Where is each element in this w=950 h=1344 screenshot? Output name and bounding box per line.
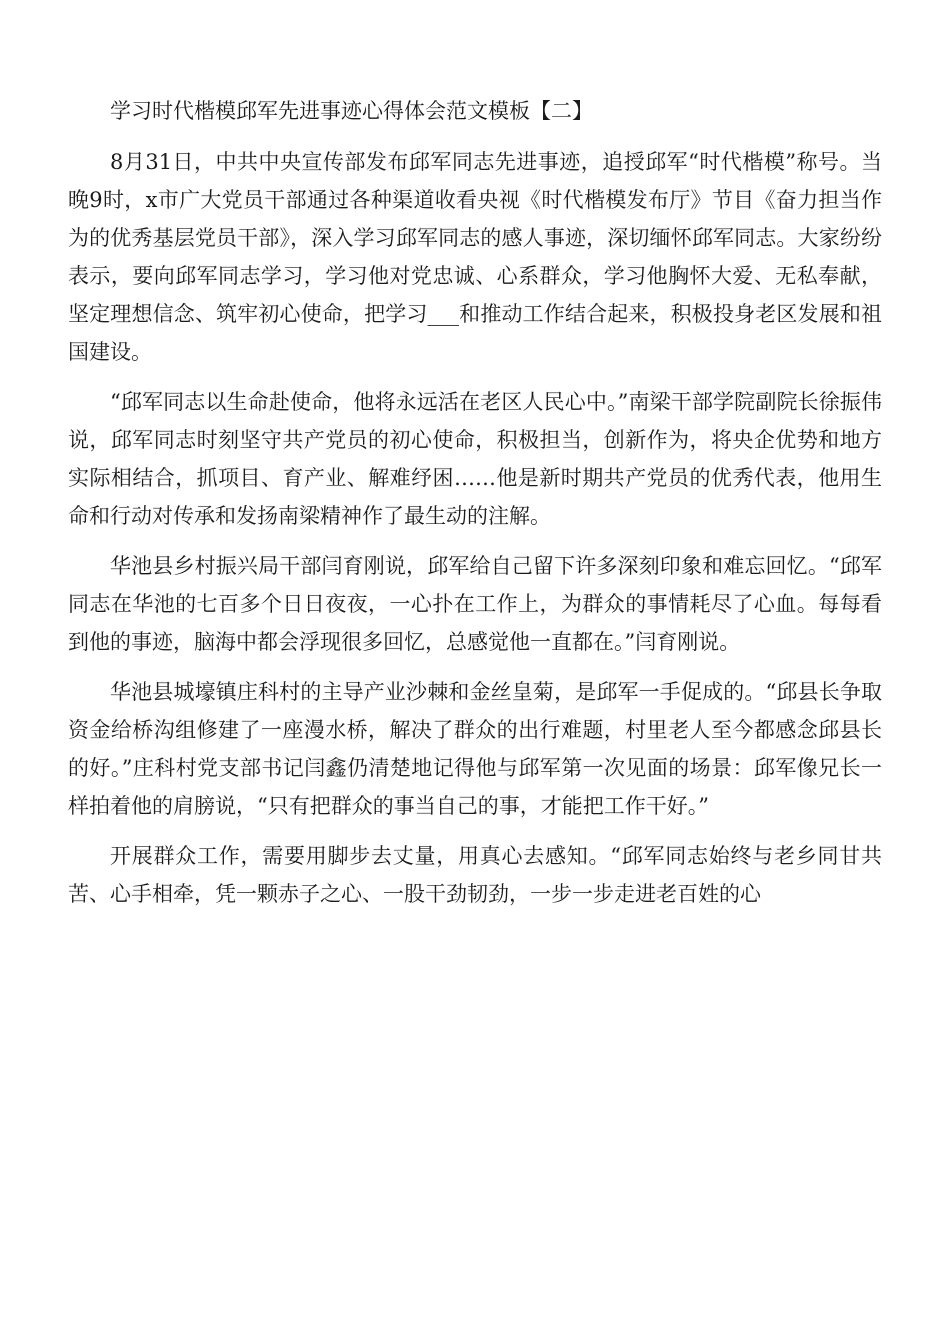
- paragraph-1: 8月31日，中共中央宣传部发布邱军同志先进事迹，追授邱军“时代楷模”称号。当晚9时，x市广大党员干部通过各种渠道收看央视《时代楷模发布厅》节目《奋力担当作为的优秀基层党员干部》，深入学习邱军同志的感人事迹，深切缅怀邱军同志。大家纷纷表示，要向邱军同志学习，学习他对党忠诚、心系群众，学习他胸怀大爱、无私奉献，坚定理想信念、筑牢初心使命，把学习___和推动工作结合起来，积极投身老区发展和祖国建设。: [68, 150, 882, 364]
- paragraph-2: “邱军同志以生命赴使命，他将永远活在老区人民心中。”南梁干部学院副院长徐振伟说，邱军同志时刻坚守共产党员的初心使命，积极担当，创新作为，将央企优势和地方实际相结合，抓项目、育产业、解难纾困……他是新时期共产党员的优秀代表，他用生命和行动对传承和发扬南梁精神作了最生动的注解。: [68, 390, 882, 528]
- paragraph-4: 华池县城壕镇庄科村的主导产业沙棘和金丝皇菊，是邱军一手促成的。“邱县长争取资金给桥沟组修建了一座漫水桥，解决了群众的出行难题，村里老人至今都感念邱县长的好。”庄科村党支部书记闫鑫仍清楚地记得他与邱军第一次见面的场景：邱军像兄长一样拍着他的肩膀说，“只有把群众的事当自己的事，才能把工作干好。”: [68, 680, 882, 818]
- paragraph-5: 开展群众工作，需要用脚步去丈量，用真心去感知。“邱军同志始终与老乡同甘共苦、心手相牵，凭一颗赤子之心、一股干劲韧劲，一步一步走进老百姓的心: [68, 844, 882, 906]
- document-title: 学习时代楷模邱军先进事迹心得体会范文模板【二】: [110, 99, 593, 123]
- paragraph-3: 华池县乡村振兴局干部闫育刚说，邱军给自己留下许多深刻印象和难忘回忆。“邱军同志在华池的七百多个日日夜夜，一心扑在工作上，为群众的事情耗尽了心血。每每看到他的事迹，脑海中都会浮现很多回忆，总感觉他一直都在。”闫育刚说。: [68, 554, 882, 654]
- document-body: [68, 92, 882, 925]
